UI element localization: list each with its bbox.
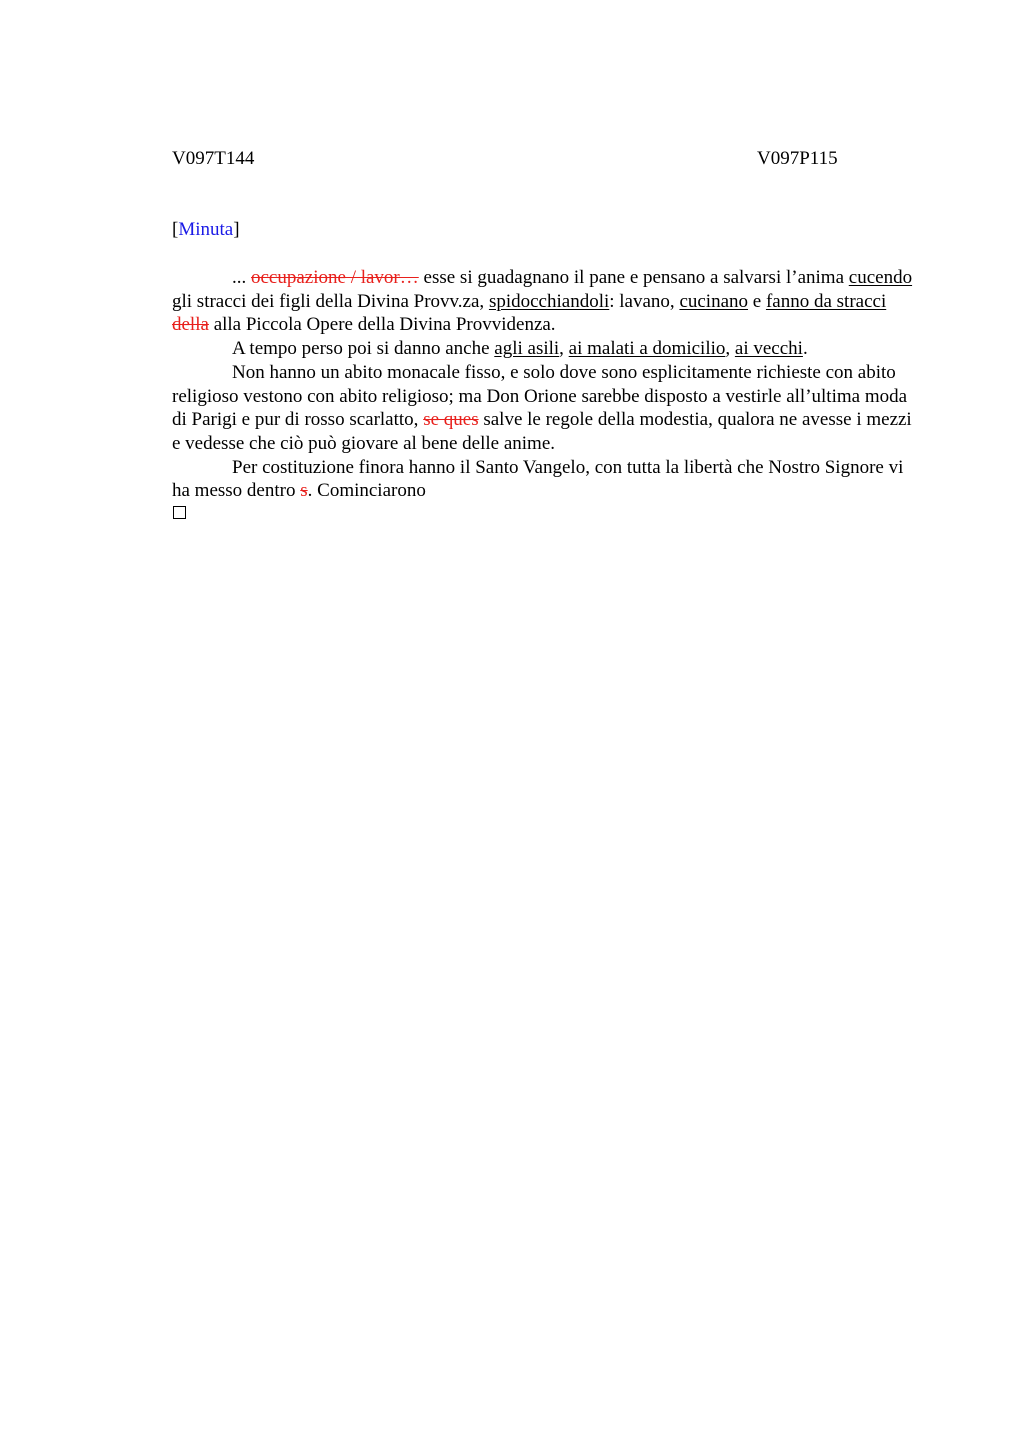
deleted-text: s: [300, 480, 308, 502]
deleted-text: occupazione / lavor…: [251, 267, 419, 288]
underlined-text: spidocchiandoli: [488, 290, 610, 312]
underlined-text: agli asili: [494, 338, 560, 360]
close-bracket: ]: [233, 219, 240, 240]
text-span: salve le regole della modestia, qualora ne avesse i mezzi e vedesse che ciò può giovare al bene delle anime.: [172, 409, 912, 454]
text-span: e: [748, 290, 766, 312]
text-span: gli stracci dei figli della Divina Provv.za,: [172, 290, 489, 312]
text-span: Per costituzione finora hanno il Santo Vangelo, con tutta la libertà che Nostro Signore vi ha messo dentro: [172, 456, 904, 502]
text-span: : lavano,: [609, 290, 680, 312]
end-square-icon: [173, 506, 186, 519]
text-span: esse si guadagnano il pane e pensano a salvarsi l’anima: [418, 267, 849, 288]
text-span: Non hanno un abito monacale fisso, e solo dove sono esplicitamente richieste con abito religioso vestono con abito religioso; ma Don Orione sarebbe disposto a vestirle all’ultima moda di Parigi e pur di rosso scarlatto,: [172, 361, 908, 431]
underlined-text: ai vecchi: [734, 338, 803, 360]
underlined-text: ai malati a domicilio: [568, 338, 726, 360]
paragraph-4: [172, 456, 917, 503]
document-code-left: V097T144: [172, 148, 255, 169]
document-code-right: V097P115: [757, 148, 838, 169]
deleted-text: se ques: [423, 409, 479, 431]
paragraph-3: [172, 361, 917, 456]
text-span: A tempo perso poi si danno anche: [232, 338, 495, 360]
text-span: alla Piccola Opere della Divina Provvidenza.: [208, 314, 556, 336]
deleted-text: della: [172, 314, 209, 336]
underlined-text: cucinano: [679, 290, 749, 312]
underlined-text: fanno da stracci: [765, 290, 887, 312]
open-bracket: [: [172, 219, 179, 240]
text-span: ,: [725, 338, 735, 360]
text-span: ...: [232, 267, 251, 288]
text-span: ,: [559, 338, 569, 360]
document-body: [172, 266, 917, 503]
paragraph-2: [172, 337, 917, 361]
section-label: [172, 219, 240, 241]
text-span: . Cominciarono: [307, 480, 426, 502]
paragraph-1: [172, 266, 917, 337]
underlined-text: cucendo: [848, 267, 913, 288]
minuta-label: Minuta: [178, 219, 234, 240]
text-span: .: [802, 338, 808, 360]
